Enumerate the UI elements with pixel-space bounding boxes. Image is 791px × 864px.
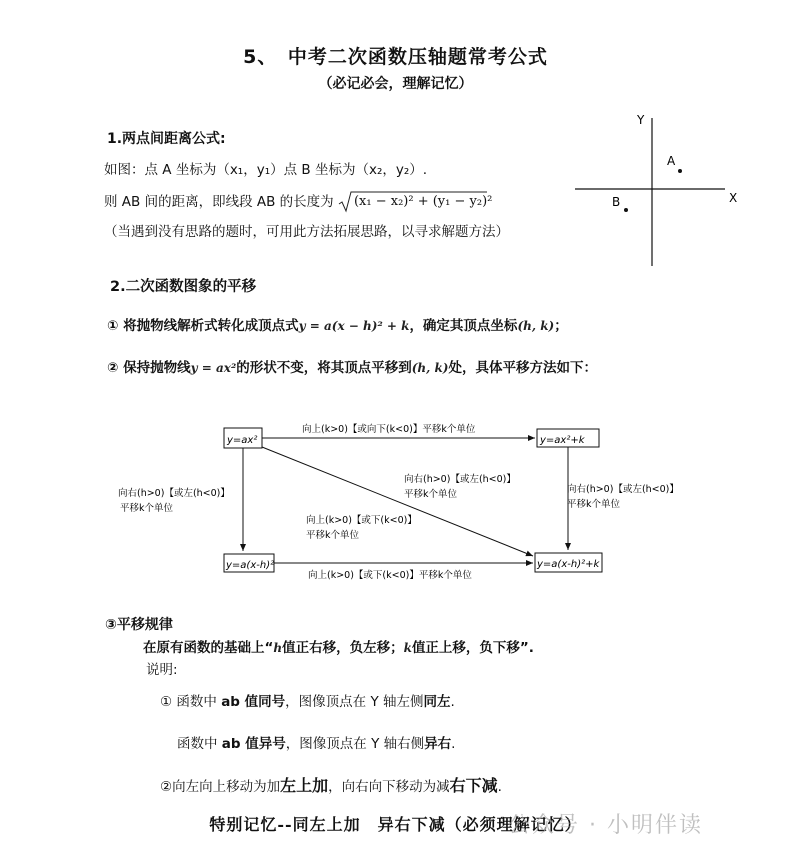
note2-bold1: ab 值异号 (221, 736, 286, 752)
item2-prefix: ② 保持抛物线 (107, 360, 191, 376)
section2-item2 (107, 356, 597, 376)
vertex-form-formula: y = a(x − h)² + k (298, 319, 410, 333)
watermark: 公众号 · 小明伴读 (508, 813, 703, 838)
page-title: 5、 中考二次函数压轴题常考公式 (243, 46, 548, 68)
note-direction (160, 773, 502, 796)
page-subtitle: （必记必会，理解记忆） (318, 76, 473, 92)
box-vertex-form-text: y=a(x-h)²+k (537, 559, 600, 570)
x-axis-label: X (729, 191, 738, 205)
note1-bold2: 同左 (423, 694, 451, 710)
item2-mid: 的形状不变，将其顶点平移到 (236, 360, 412, 376)
right-edge-label-1: 向右(h>0)【或左(h<0)】 (567, 484, 679, 495)
left-edge-label-1: 向右(h>0)【或左(h<0)】 (118, 488, 230, 499)
distance-formula-text: (x₁ − x₂)² + (y₁ − y₂)² (353, 194, 493, 209)
item1-prefix: ① 将抛物线解析式转化成顶点式 (107, 318, 299, 334)
note1-bold1: ab 值同号 (221, 694, 286, 710)
note3-bold1: 左上加 (280, 776, 329, 795)
arrow-diagonal (262, 447, 533, 556)
section1-line3: （当遇到没有思路的题时，可用此方法拓展思路，以寻求解题方法） (104, 224, 509, 240)
note3-prefix: ②向左向上移动为加 (160, 779, 281, 795)
note2-bold2: 异右 (424, 736, 452, 752)
translation-diagram (110, 410, 700, 585)
base-parabola-formula: y = ax² (190, 361, 237, 375)
item1-suffix: ； (554, 318, 568, 334)
box-ax2-plus-k-text: y=ax²+k (540, 435, 585, 446)
rule-suffix: 值正上移，负下移”. (411, 640, 534, 656)
note3-mid: ，向右向下移动为减 (328, 779, 450, 795)
note-diff-sign (177, 732, 455, 752)
note3-end: . (497, 779, 502, 795)
right-edge-label-2: 平移k个单位 (567, 499, 621, 510)
box-a-x-minus-h-sq-text: y=a(x-h)² (226, 560, 275, 571)
section2-heading: 2.二次函数图象的平移 (110, 279, 257, 295)
special-memory-note: 特别记忆--同左上加 异右下减（必须理解记忆） (209, 815, 582, 834)
box-ax2-text: y=ax² (227, 435, 258, 446)
note1-prefix: ① 函数中 (160, 694, 222, 710)
note1-mid: ，图像顶点在 Y 轴左侧 (285, 694, 424, 710)
section1-line1: 如图：点 A 坐标为（x₁，y₁）点 B 坐标为（x₂，y₂）. (104, 162, 428, 178)
note2-end: . (451, 736, 456, 752)
item2-suffix: 处，具体平移方法如下： (448, 360, 597, 376)
point-b-label: B (612, 195, 621, 209)
note2-mid: ，图像顶点在 Y 轴右侧 (285, 736, 425, 752)
rule-mid: 值正右移，负左移； (282, 640, 404, 656)
section3-heading: ③平移规律 (105, 617, 173, 633)
section1-heading: 1.两点间距离公式: (107, 131, 226, 147)
diag-upper-label-1: 向右(h>0)【或左(h<0)】 (404, 474, 516, 485)
note-same-sign (160, 690, 455, 710)
coordinate-axes-figure (570, 108, 750, 273)
translation-rule (143, 636, 534, 656)
diag-lower-label-2: 平移k个单位 (306, 530, 360, 541)
vertex-coordinate: (h, k) (517, 319, 555, 333)
top-edge-label: 向上(k>0)【或向下(k<0)】平移k个单位 (302, 424, 476, 435)
y-axis-label: Y (637, 113, 645, 127)
point-b (624, 208, 628, 212)
section1-line2 (104, 190, 493, 213)
point-a (678, 169, 682, 173)
left-edge-label-2: 平移k个单位 (120, 503, 174, 514)
target-vertex: (h, k) (411, 361, 449, 375)
note3-bold2: 右下减 (449, 776, 498, 795)
distance-formula (338, 191, 493, 213)
rule-k: k (403, 641, 412, 655)
note2-prefix: 函数中 (177, 736, 222, 752)
bottom-edge-label: 向上(k>0)【或下(k<0)】平移k个单位 (308, 570, 472, 581)
note1-end: . (450, 694, 455, 710)
diag-upper-label-2: 平移k个单位 (404, 489, 458, 500)
diag-lower-label-1: 向上(k>0)【或下(k<0)】 (306, 515, 417, 526)
item1-mid: ，确定其顶点坐标 (409, 318, 518, 334)
rule-prefix: 在原有函数的基础上“ (143, 640, 274, 656)
section2-item1 (107, 314, 568, 334)
note-label: 说明: (146, 662, 178, 678)
rule-h: h (273, 641, 283, 655)
point-a-label: A (667, 154, 676, 168)
section1-line2-prefix: 则 AB 间的距离，即线段 AB 的长度为 (104, 194, 334, 210)
